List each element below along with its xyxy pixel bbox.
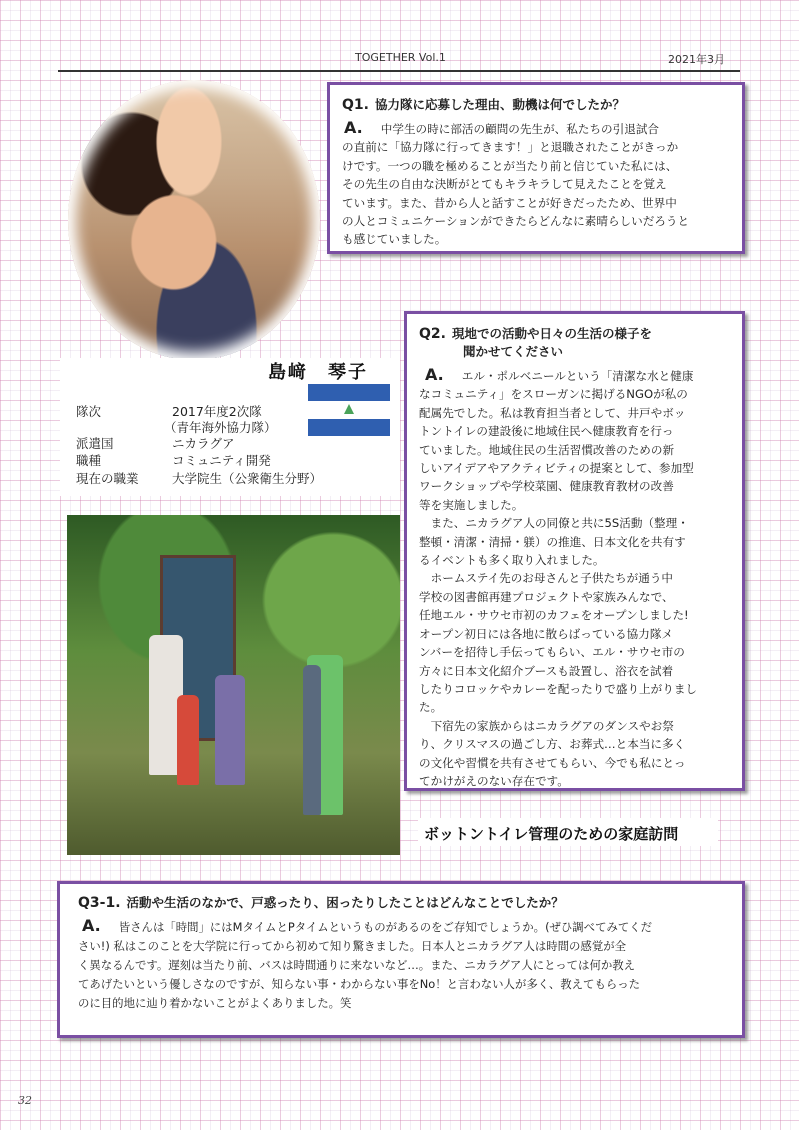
issue-date: 2021年3月 [668, 53, 725, 66]
q1-question-text: 協力隊に応募した理由、動機は何でしたか？ [374, 97, 625, 112]
person-figure [177, 695, 199, 785]
q2-line: しいアイデアやアクティビティの提案として、参加型 [419, 461, 694, 476]
q1-line: も感じていました。 [342, 232, 447, 247]
q1-line: の人とコミュニケーションができたらどんなに素晴らしいだろうと [342, 214, 690, 229]
q2-line: ていました。地域住民の生活習慣改善のための新 [419, 442, 675, 457]
profile-label-job: 職種 [76, 453, 102, 468]
q2-line: 方々に日本文化紹介ブースも設置し、浴衣を試着 [419, 663, 674, 678]
nicaragua-flag-icon [308, 384, 390, 436]
q2-line: また、ニカラグア人の同僚と共に5S活動（整理・ [419, 516, 689, 531]
volunteer-name: 島﨑 琴子 [268, 362, 368, 383]
photo-caption-text: ボットントイレ管理のための家庭訪問 [424, 825, 679, 843]
q3-box [57, 881, 745, 1038]
q1-answer-mark: A. [344, 118, 363, 137]
q3-question [78, 893, 724, 911]
profile-label-term: 隊次 [76, 404, 102, 419]
q2-line: の文化や習慣を共有させてもらい、今でも私にとっ [419, 755, 686, 770]
q2-line: したりコロッケやカレーを配ったりで盛り上がりまし [419, 681, 698, 696]
q2-line: た。 [419, 700, 443, 715]
q1-line: の直前に「協力隊に行ってきます！」と退職されたことがきっか [342, 140, 679, 155]
q3-line: てあげたいという優しさなのですが、知らない事・わからない事をNo！と言わない人が多く、教えてもらった [78, 977, 641, 991]
q3-line: のに目的地に辿り着かないことがよくありました。笑 [78, 996, 352, 1010]
q2-box [404, 311, 745, 791]
person-figure [215, 675, 245, 785]
q2-line: 配属先でした。私は教育担当者として、井戸やボッ [419, 405, 686, 420]
q1-line: ています。また、昔から人と話すことが好きだったため、世界中 [342, 195, 677, 210]
q2-line: 整頓・清潔・清掃・躾）の推進、日本文化を共有す [419, 534, 686, 549]
q2-answer-mark: A. [425, 365, 444, 384]
q3-number: Q3-1. [78, 895, 121, 911]
q1-question [342, 95, 730, 113]
profile-value-term: 2017年度2次隊 [172, 404, 262, 419]
q2-line: てかけがえのない存在です。 [419, 773, 569, 788]
profile-value-job: コミュニティ開発 [172, 453, 271, 468]
photo-caption [418, 818, 718, 846]
q2-line: ホームステイ先のお母さんと子供たちが通う中 [419, 571, 674, 586]
q1-line: けです。一つの職を極めることが当たり前と信じていた私には、 [342, 158, 678, 173]
page-number: 32 [18, 1094, 32, 1107]
q1-answer [342, 119, 730, 249]
publication-title: TOGETHER Vol.1 [355, 51, 446, 64]
q3-line: く異なるんです。遅刻は当たり前、バスは時間通りに来ないなど…。また、ニカラグア人にとっては何か教え [78, 958, 636, 972]
q3-line: 皆さんは「時間」にはMタイムとPタイムというものがあるのをご存知でしょうか。(ぜひ調べてみてくだ [118, 920, 653, 934]
q2-line: 等を実施しました。 [419, 497, 524, 512]
flag-emblem-icon [344, 404, 354, 414]
q2-line: エル・ポルベニールという「清潔な水と健康 [461, 369, 694, 383]
q2-line: 任地エル・サウセ市初のカフェをオープンしました! [419, 608, 689, 623]
q2-question [419, 324, 730, 360]
q2-line: 下宿先の家族からはニカラグアのダンスやお祭 [419, 718, 674, 733]
q3-answer [78, 916, 724, 1013]
profile-label-country: 派遣国 [76, 436, 114, 451]
header-divider [58, 70, 740, 72]
q2-line: なコミュニティ」をスローガンに掲げるNGOが私の [419, 387, 688, 402]
q2-answer [419, 366, 730, 790]
q2-question-line: 聞かせてください [463, 344, 564, 359]
q2-question-line: 現地での活動や日々の生活の様子を [451, 326, 652, 341]
q2-number: Q2. [419, 326, 446, 342]
q1-line: 中学生の時に部活の顧問の先生が、私たちの引退試合 [380, 122, 660, 136]
profile-value-occupation: 大学院生（公衆衛生分野） [172, 471, 323, 486]
home-visit-photo [67, 515, 400, 855]
profile-value-program: （青年海外協力隊） [164, 420, 277, 435]
q2-line: ンバーを招待し手伝ってもらい、エル・サウセ市の [419, 645, 685, 660]
q3-answer-mark: A. [82, 916, 101, 935]
q2-line: るイベントも多く取り入れました。 [419, 553, 605, 568]
profile-label-occupation: 現在の職業 [76, 471, 139, 486]
q1-number: Q1. [342, 97, 369, 113]
q3-line: さい!) 私はこのことを大学院に行ってから初めて知り驚きました。日本人とニカラグア人は時間の感覚が全 [78, 939, 626, 953]
q1-box [327, 82, 745, 254]
q2-line: 学校の図書館再建プロジェクトや家族みんなで、 [419, 589, 674, 604]
q2-line: トントイレの建設後に地域住民へ健康教育を行っ [419, 424, 674, 439]
q2-line: り、クリスマスの過ごし方、お葬式…と本当に多く [419, 737, 686, 752]
portrait-photo [68, 80, 320, 360]
person-figure [303, 665, 321, 815]
q2-line: オープン初日には各地に散らばっている協力隊メ [419, 626, 674, 641]
profile-value-country: ニカラグア [172, 436, 235, 451]
q3-question-text: 活動や生活のなかで、戸惑ったり、困ったりしたことはどんなことでしたか？ [126, 895, 564, 910]
q2-line: ワークショップや学校菜園、健康教育教材の改善 [419, 479, 674, 494]
q1-line: その先生の自由な決断がとてもキラキラして見えたことを覚え [342, 177, 667, 192]
